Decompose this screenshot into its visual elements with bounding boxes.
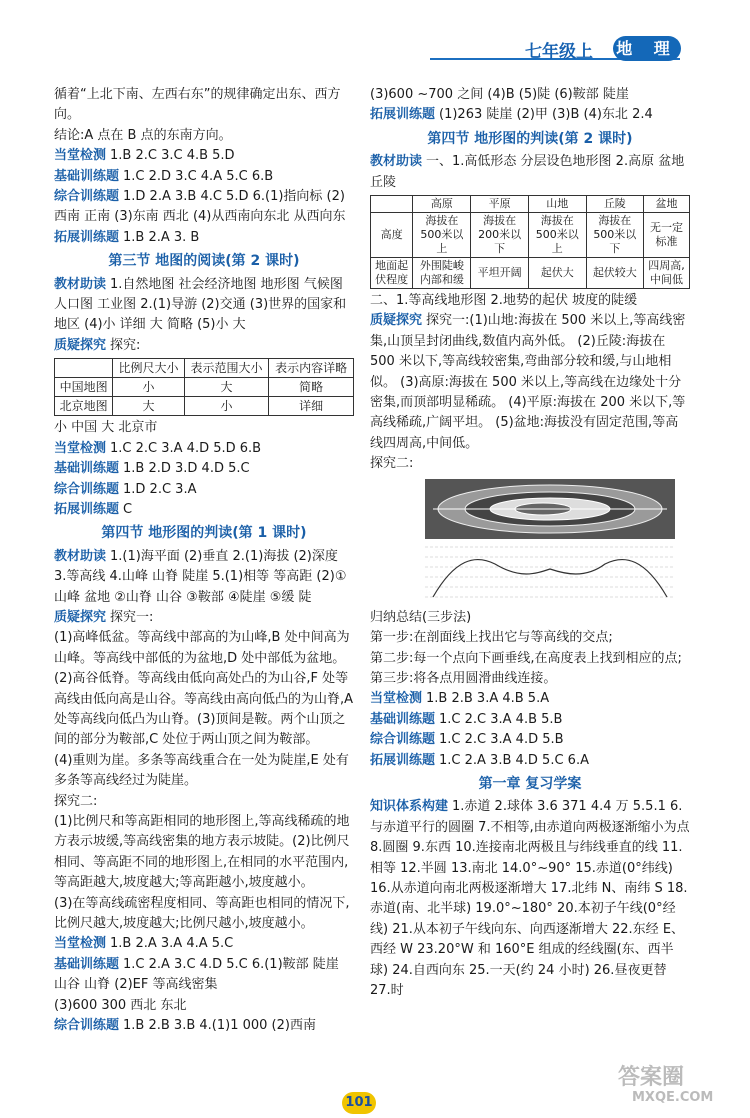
exercise-label: 当堂检测	[54, 440, 107, 456]
answer-text: 归纳总结(三步法)	[370, 609, 472, 625]
table-cell: 中国地图	[55, 378, 113, 397]
exercise-label: 基础训练题	[54, 956, 120, 972]
answer-line	[54, 480, 354, 500]
answer-text: (4)重则为崖。多条等高线重合在一处为陡崖,E 处有多条等高线经过为陡崖。	[54, 752, 349, 789]
exercise-label: 当堂检测	[54, 148, 107, 164]
answer-text: (3)600 300 西北 东北	[54, 997, 187, 1013]
answer-line	[370, 710, 690, 730]
answer-text: 1.B 2.B 3.B 4.(1)1 000 (2)西南	[123, 1018, 316, 1034]
answer-text: (3)600 ~700 之间 (4)B (5)陡 (6)鞍部 陡崖	[370, 87, 629, 102]
answer-line	[54, 996, 354, 1016]
answer-text: 循着“上北下南、左西右东”的规律确定出东、西方向。	[54, 87, 341, 123]
answer-line	[370, 105, 690, 125]
answer-text: 1.C 2.C 3.A 4.D 5.D 6.B	[110, 440, 262, 456]
table-row	[371, 213, 690, 258]
answer-text: 1.B 2.D 3.D 4.D 5.C	[123, 461, 250, 477]
answer-line	[54, 628, 354, 669]
answer-text: 1.B 2.C 3.C 4.B 5.D	[110, 148, 235, 164]
contour-map-figure	[425, 479, 675, 604]
answer-line	[54, 547, 354, 608]
answer-text: (1)比例尺和等高距相同的地形图上,等高线稀疏的地方表示坡缓,等高线密集的地方表示坡陡。(2)比例尺相同、等高距不同的地形图上,在相同的水平范围内,等高距越大,坡度越大;等高距越小,坡度越小。	[54, 814, 350, 891]
answer-line	[54, 336, 354, 356]
t1-table	[54, 358, 354, 416]
table-cell: 小	[113, 378, 184, 397]
answer-text: 1.C 2.A 3.B 4.D 5.C 6.A	[439, 752, 589, 768]
answer-line	[370, 85, 690, 105]
answer-line	[54, 275, 354, 336]
exercise-label: 质疑探究	[370, 313, 423, 329]
answer-text: 探究二:	[54, 793, 98, 809]
answer-line	[370, 669, 690, 689]
answer-text: 一、1.高低形态 分层设色地形图 2.高原 盆地 丘陵	[370, 154, 685, 190]
answer-text: 1.B 2.B 3.A 4.B 5.A	[426, 691, 550, 707]
answer-text: 1.C 2.C 3.A 4.D 5.B	[439, 732, 564, 748]
answer-text: 第三步:将各点用圆滑曲线连接。	[370, 670, 557, 686]
answer-text: (3)在等高线疏密程度相同、等高距也相同的情况下,比例尺越大,坡度越大;比例尺越小,坡度越小。	[54, 895, 350, 932]
answer-line	[370, 730, 690, 750]
table-row	[55, 378, 354, 397]
exercise-label: 拓展训练题	[54, 229, 120, 245]
table-cell: 海拔在200米以下	[471, 213, 529, 258]
answer-line	[370, 649, 690, 669]
table-header-row	[371, 196, 690, 213]
answer-line	[54, 85, 354, 126]
answer-text: 第二步:每一个点向下画垂线,在高度表上找到相应的点;	[370, 650, 682, 666]
section-title: 第四节 地形图的判读(第 2 课时)	[427, 130, 633, 147]
exercise-label: 拓展训练题	[370, 752, 436, 768]
exercise-label: 教材助读	[54, 548, 107, 564]
table-row	[371, 258, 690, 289]
answer-line	[370, 152, 690, 193]
table-cell: 高原	[413, 196, 471, 213]
answer-line	[370, 797, 690, 1001]
exercise-label: 综合训练题	[54, 481, 120, 497]
table-cell: 表示范围大小	[184, 359, 269, 378]
table-cell	[371, 196, 413, 213]
table-cell: 高度	[371, 213, 413, 258]
exercise-label: 拓展训练题	[54, 501, 120, 517]
table-cell: 详细	[269, 397, 354, 416]
answer-line	[54, 500, 354, 520]
answer-text: 第一步:在剖面线上找出它与等高线的交点;	[370, 630, 613, 646]
table-cell: 海拔在500米以下	[586, 213, 644, 258]
answer-text: 二、1.等高线地形图 2.地势的起伏 坡度的陡缓	[370, 293, 638, 309]
answer-line	[370, 608, 690, 628]
answer-text: (1)高峰低盆。等高线中部高的为山峰,B 处中间高为山峰。等高线中部低的为盆地,D 处中部低为盆地。	[54, 630, 350, 666]
watermark-logo: 答案圈	[618, 1065, 685, 1090]
header-subject-badge: 地 理	[613, 36, 681, 61]
answer-line	[370, 689, 690, 709]
exercise-label: 质疑探究	[54, 609, 107, 625]
answer-line	[54, 934, 354, 954]
table-cell: 小	[184, 397, 269, 416]
table-cell: 简略	[269, 378, 354, 397]
section-title: 第四节 地形图的判读(第 1 课时)	[101, 525, 307, 542]
exercise-label: 质疑探究	[54, 337, 107, 353]
profile-curve	[433, 559, 667, 596]
answer-text: 探究二:	[370, 456, 414, 472]
answer-line	[54, 894, 354, 935]
table-cell: 无一定标准	[644, 213, 690, 258]
table-cell: 海拔在500米以上	[413, 213, 471, 258]
answer-line	[54, 792, 354, 812]
answer-line	[54, 955, 354, 996]
table-cell	[55, 359, 113, 378]
answer-line	[54, 418, 354, 438]
section-title: 第三节 地图的阅读(第 2 课时)	[108, 253, 300, 270]
watermark-url: MXQE.COM	[632, 1090, 714, 1105]
table-cell: 大	[184, 378, 269, 397]
t2-table	[370, 195, 690, 289]
table-header-row	[55, 359, 354, 378]
exercise-label: 基础训练题	[370, 711, 436, 727]
exercise-label: 当堂检测	[370, 691, 423, 707]
answer-text: C	[123, 501, 133, 517]
answer-text: 探究一:(1)山地:海拔在 500 米以上,等高线密集,山顶呈封闭曲线,数值内高外低。 (2)丘陵:海拔在 500 米以下,等高线较密集,弯曲部分较和缓,与山地相似。 (3)高原:海拔在 500 米以上,等高线在边缘处十分密集,而顶部明显稀疏。 (4)平原:海拔在 200 米以下,等高线稀疏,广阔平坦。 (5)盆地:海拔没有固定范围,等高线四周高,中间低。	[370, 313, 686, 451]
answer-text: 1.D 2.A 3.B 4.C 5.D 6.(1)指向标 (2)西南 正南 (3)东南 西北 (4)从西南向东北 从西向东	[54, 189, 346, 225]
answer-text: 小 中国 大 北京市	[54, 420, 158, 436]
answer-text: 探究一:	[110, 609, 154, 625]
answer-text: (2)高谷低脊。等高线由低向高处凸的为山谷,F 处等高线由低向高是山谷。等高线由高向低凸的为山脊,A 处等高线向低凸为山脊。(3)顶间是鞍。两个山顶之间的部分为鞍部,C 处位于两山顶之间为鞍部。	[54, 671, 354, 748]
table-cell: 四周高,中间低	[644, 258, 690, 289]
exercise-label: 基础训练题	[54, 461, 120, 477]
exercise-label: 知识体系构建	[370, 799, 449, 815]
exercise-label: 综合训练题	[54, 1018, 120, 1034]
answer-line	[54, 146, 354, 166]
table-row	[55, 397, 354, 416]
table-cell: 山地	[528, 196, 586, 213]
answer-text: 1.C 2.C 3.A 4.B 5.B	[439, 711, 563, 727]
answer-line	[54, 608, 354, 628]
answer-line	[54, 228, 354, 248]
answer-text: 1.赤道 2.球体 3.6 371 4.4 万 5.5.1 6.与赤道平行的圆圈 7.不相等,由赤道向两极逐渐缩小为点 8.圆圈 9.东西 10.连接南北两极且与纬线垂直的线 11.相等 12.半圆 13.南北 14.0°~90° 15.赤道(0°纬线) 16.从赤道向南北两极逐渐增大 17.北纬 N、南纬 S 18.赤道(南、北半球) 19.0°~180° 20.本初子午线(0°经线) 21.从本初子午线向东、向西逐渐增大 22.东经 E、西经 W 23.20°W 和 160°E 组成的经线圈(东、西半球) 24.自西向东 25.一天(约 24 小时) 26.昼夜更替 27.时	[370, 799, 690, 998]
table-cell: 比例尺大小	[113, 359, 184, 378]
answer-text: 1.B 2.A 3.A 4.A 5.C	[110, 936, 234, 952]
answer-line	[54, 459, 354, 479]
table-cell: 海拔在500米以上	[528, 213, 586, 258]
answer-line	[370, 291, 690, 311]
answer-text: 结论:A 点在 B 点的东南方向。	[54, 127, 232, 143]
page-number: 101	[342, 1092, 376, 1114]
table-cell: 起伏较大	[586, 258, 644, 289]
answer-text: 探究:	[110, 337, 141, 353]
table-cell: 盆地	[644, 196, 690, 213]
contour-profile-diagram	[425, 479, 675, 604]
answer-line	[54, 439, 354, 459]
exercise-label: 教材助读	[370, 154, 423, 170]
header-grade: 七年级上	[525, 42, 593, 62]
answer-text: 1.C 2.D 3.C 4.A 5.C 6.B	[123, 168, 274, 184]
answer-line	[370, 311, 690, 454]
answer-line	[54, 167, 354, 187]
answer-line	[54, 187, 354, 228]
answer-text: (1)263 陡崖 (2)甲 (3)B (4)东北 2.4	[439, 107, 653, 123]
left-column	[54, 85, 354, 1036]
exercise-label: 综合训练题	[54, 189, 120, 205]
table-cell: 丘陵	[586, 196, 644, 213]
answer-line	[370, 751, 690, 771]
table-cell: 起伏大	[528, 258, 586, 289]
answer-line	[54, 126, 354, 146]
table-cell: 外围陡峻内部和缓	[413, 258, 471, 289]
answer-text: 1.B 2.A 3. B	[123, 229, 200, 245]
table-cell: 地面起伏程度	[371, 258, 413, 289]
answer-text: 1.自然地图 社会经济地图 地形图 气候图 人口图 工业图 2.(1)导游 (2)交通 (3)世界的国家和地区 (4)小 详细 大 简略 (5)小 大	[54, 276, 347, 333]
answer-line	[54, 812, 354, 894]
answer-line	[370, 454, 690, 474]
exercise-label: 拓展训练题	[370, 107, 436, 123]
answer-line	[54, 669, 354, 751]
answer-text: 1.D 2.C 3.A	[123, 481, 197, 497]
table-cell: 表示内容详略	[269, 359, 354, 378]
table-cell: 大	[113, 397, 184, 416]
table-cell: 平坦开阔	[471, 258, 529, 289]
exercise-label: 基础训练题	[54, 168, 120, 184]
exercise-label: 教材助读	[54, 276, 107, 292]
answer-text: 1.C 2.A 3.C 4.D 5.C 6.(1)鞍部 陡崖 山谷 山脊 (2)EF 等高线密集	[54, 956, 339, 993]
table-cell: 北京地图	[55, 397, 113, 416]
section-title: 第一章 复习学案	[478, 775, 582, 792]
exercise-label: 当堂检测	[54, 936, 107, 952]
answer-text: 1.(1)海平面 (2)垂直 2.(1)海拔 (2)深度 3.等高线 4.山峰 山脊 陡崖 5.(1)相等 等高距 (2)①山峰 盆地 ②山脊 山谷 ③鞍部 ④陡崖 ⑤缓 陡	[54, 548, 347, 605]
table-cell: 平原	[471, 196, 529, 213]
answer-line	[54, 751, 354, 792]
answer-line	[54, 1016, 354, 1036]
answer-line	[370, 628, 690, 648]
right-column	[370, 85, 690, 1001]
exercise-label: 综合训练题	[370, 732, 436, 748]
